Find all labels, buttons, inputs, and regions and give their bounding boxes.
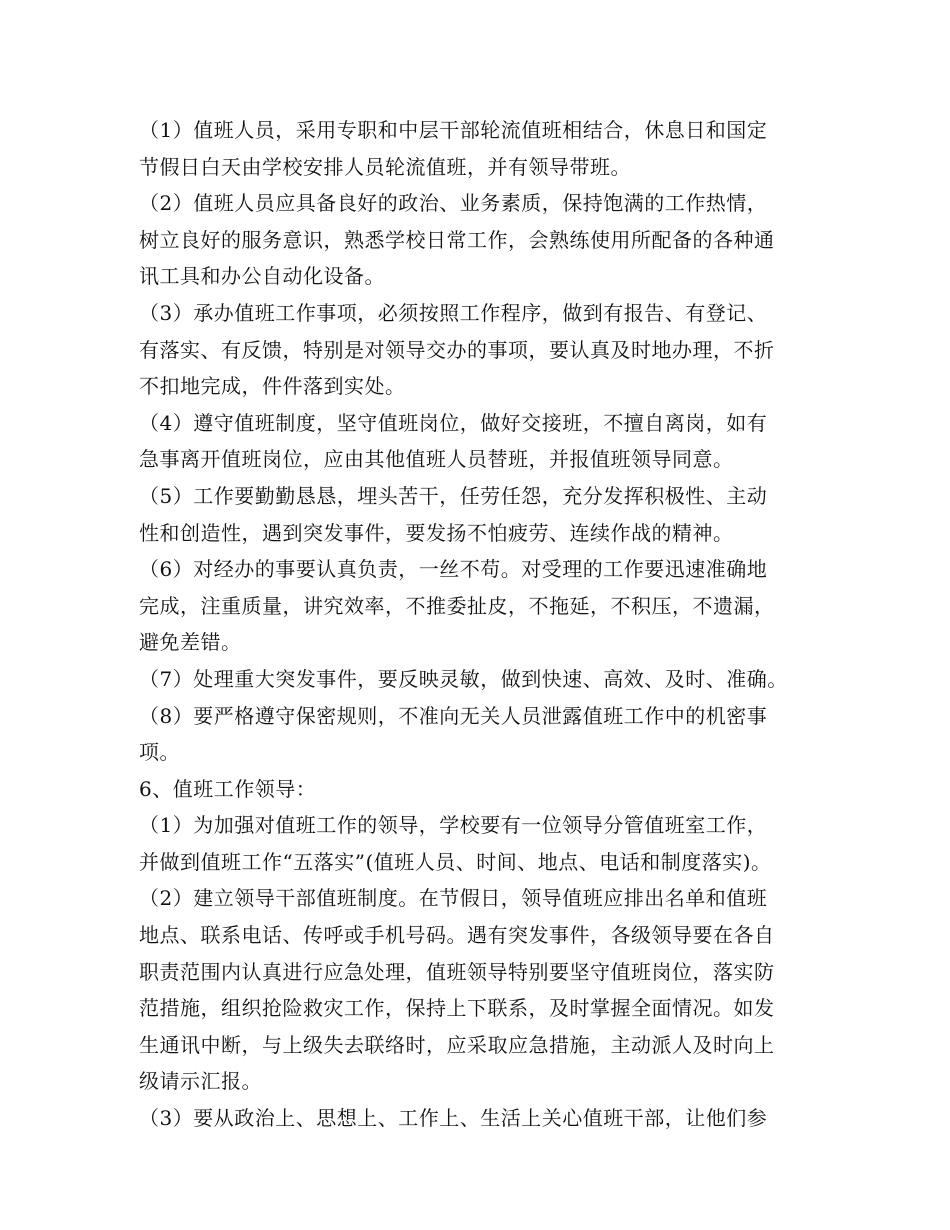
text-line: 项。 — [139, 740, 180, 765]
body-text — [139, 112, 829, 1137]
text-line: 不扣地完成，件件落到实处。 — [139, 374, 406, 399]
text-line: 树立良好的服务意识，熟悉学校日常工作，会熟练使用所配备的各种通 — [139, 227, 775, 252]
text-line: 生通讯中断，与上级失去联络时，应采取应急措施，主动派人及时向上 — [139, 1032, 775, 1057]
text-line: （4）遵守值班制度，坚守值班岗位，做好交接班，不擅自离岗，如有 — [139, 410, 768, 435]
text-line: （7）处理重大突发事件，要反映灵敏，做到快速、高效、及时、准确。 — [139, 666, 788, 691]
text-line: 地点、联系电话、传呼或手机号码。遇有突发事件，各级领导要在各自 — [139, 923, 775, 948]
text-line: 节假日白天由学校安排人员轮流值班，并有领导带班。 — [139, 154, 631, 179]
text-line: （3）要从政治上、思想上、工作上、生活上关心值班干部，让他们参 — [139, 1106, 768, 1131]
text-line: （2）值班人员应具备良好的政治、业务素质，保持饱满的工作热情， — [139, 191, 768, 216]
text-line: （8）要严格遵守保密规则，不准向无关人员泄露值班工作中的机密事 — [139, 703, 768, 728]
text-line: 并做到值班工作“五落实”(值班人员、时间、地点、电话和制度落实)。 — [139, 849, 772, 874]
text-line: （1）值班人员，采用专职和中层干部轮流值班相结合，休息日和国定 — [139, 118, 768, 142]
text-line: 范措施，组织抢险救灾工作，保持上下联系，及时掌握全面情况。如发 — [139, 996, 775, 1021]
text-line: （5）工作要勤勤恳恳，埋头苦干，任劳任怨，充分发挥积极性、主动 — [139, 483, 768, 508]
text-line: （3）承办值班工作事项，必须按照工作程序，做到有报告、有登记、 — [139, 300, 768, 325]
text-line: 讯工具和办公自动化设备。 — [139, 264, 385, 289]
text-line: （2）建立领导干部值班制度。在节假日，领导值班应排出名单和值班 — [139, 886, 768, 911]
section-heading: 6、值班工作领导： — [139, 776, 317, 801]
text-line: 完成，注重质量，讲究效率，不推委扯皮，不拖延，不积压，不遗漏， — [139, 593, 775, 618]
text-line: （6）对经办的事要认真负责，一丝不苟。对受理的工作要迅速准确地 — [139, 557, 768, 582]
text-line: 级请示汇报。 — [139, 1069, 262, 1094]
text-line: 职责范围内认真进行应急处理，值班领导特别要坚守值班岗位，落实防 — [139, 959, 775, 984]
text-line: 有落实、有反馈，特别是对领导交办的事项，要认真及时地办理，不折 — [139, 337, 775, 362]
text-line: （1）为加强对值班工作的领导，学校要有一位领导分管值班室工作， — [139, 813, 768, 838]
text-line: 性和创造性，遇到突发事件，要发扬不怕疲劳、连续作战的精神。 — [139, 520, 734, 545]
text-line: 急事离开值班岗位，应由其他值班人员替班，并报值班领导同意。 — [139, 447, 734, 472]
text-line: 避免差错。 — [139, 630, 242, 655]
